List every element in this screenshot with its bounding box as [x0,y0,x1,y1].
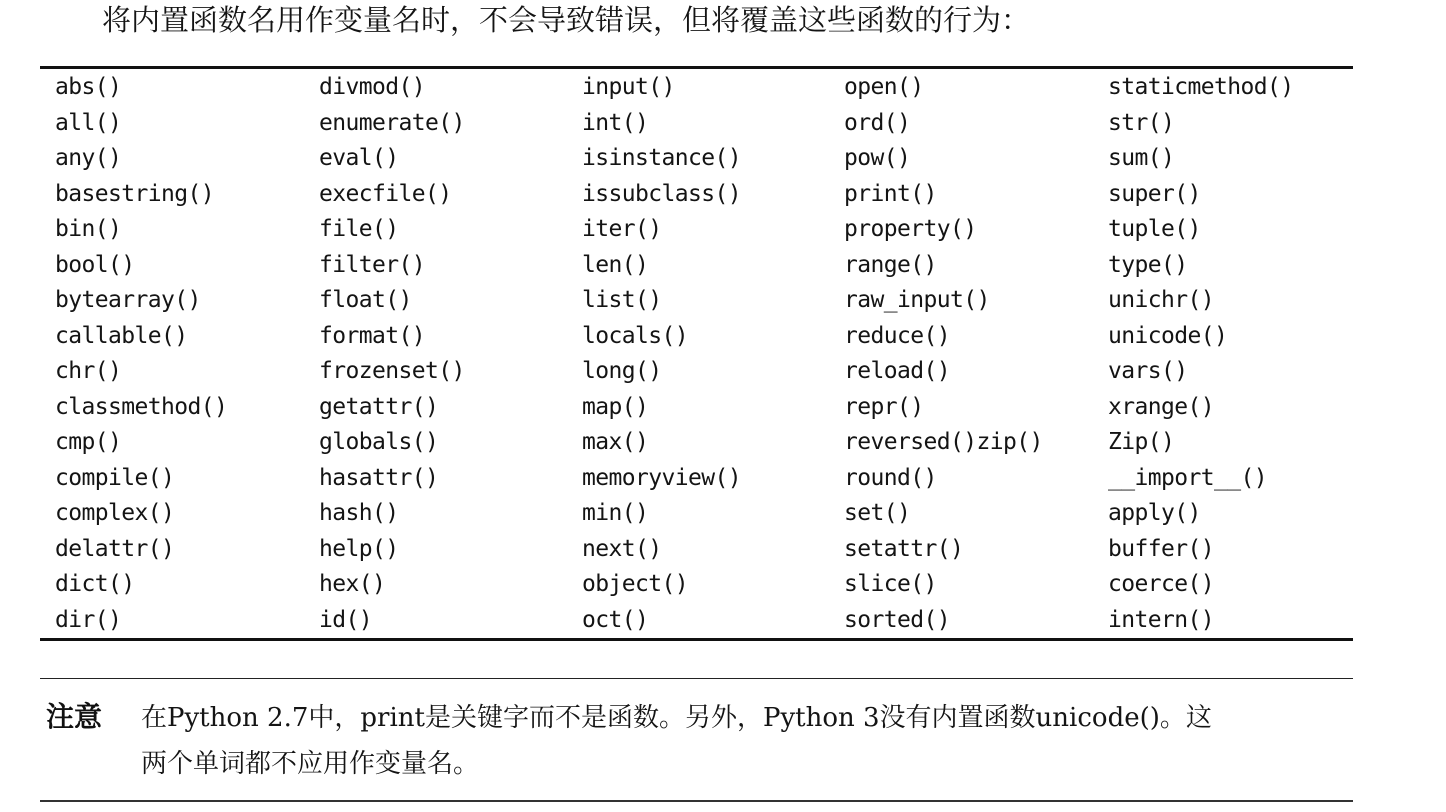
table-cell: Zip() [1108,429,1175,455]
table-cell: reversed()zip() [844,429,1043,455]
table-cell: divmod() [319,74,425,100]
table-cell: hash() [319,500,399,526]
table-cell: long() [582,358,662,384]
table-cell: frozenset() [319,358,465,384]
table-cell: range() [844,251,937,278]
table-cell: enumerate() [319,109,465,136]
table-cell: xrange() [1108,393,1214,420]
table-cell: dir() [55,606,122,633]
table-cell: format() [319,322,425,349]
table-cell: globals() [319,429,439,455]
note-bottom-rule [40,800,1353,802]
table-cell: map() [582,393,649,420]
table-cell: print() [844,180,937,207]
table-cell: callable() [55,322,188,349]
table-cell: abs() [55,74,122,100]
table-cell: hasattr() [319,464,439,491]
table-cell: basestring() [55,180,214,207]
table-cell: all() [55,109,122,136]
table-cell: object() [582,571,688,597]
table-cell: apply() [1108,500,1201,526]
table-cell: vars() [1108,358,1188,384]
table-cell: next() [582,535,662,562]
table-cell: hex() [319,571,386,597]
table-cell: min() [582,500,649,526]
intro-paragraph: 将内置函数名用作变量名时，不会导致错误，但将覆盖这些函数的行为： [102,3,1031,37]
table-cell: dict() [55,571,135,597]
table-cell: locals() [582,322,688,349]
table-cell: input() [582,74,675,100]
table-cell: ord() [844,109,911,136]
table-cell: issubclass() [582,180,741,207]
table-cell: id() [319,606,372,633]
note-top-rule [40,678,1353,679]
table-cell: buffer() [1108,535,1214,562]
table-cell: slice() [844,571,937,597]
table-cell: repr() [844,393,924,420]
table-cell: tuple() [1108,216,1201,242]
table-cell: help() [319,535,399,562]
table-cell: round() [844,464,937,491]
table-cell: complex() [55,500,175,526]
table-cell: setattr() [844,535,964,562]
note-text-line-1: 在Python 2.7中，print是关键字而不是函数。另外，Python 3没有内置函数unicode()。这 [141,703,1212,733]
table-column-2 [319,70,582,638]
table-cell: filter() [319,251,425,278]
table-top-rule [40,66,1353,69]
table-cell: execfile() [319,180,452,207]
table-cell: str() [1108,109,1175,136]
table-bottom-rule [40,638,1353,641]
table-cell: oct() [582,606,649,633]
table-cell: len() [582,251,649,278]
table-cell: any() [55,145,122,171]
table-cell: set() [844,500,911,526]
builtin-functions-table [55,70,1345,638]
table-cell: unicode() [1108,322,1228,349]
table-cell: eval() [319,145,399,171]
table-cell: reload() [844,358,950,384]
table-cell: sorted() [844,606,950,633]
table-cell: max() [582,429,649,455]
table-cell: file() [319,216,399,242]
table-cell: chr() [55,358,122,384]
table-cell: bytearray() [55,287,201,313]
table-cell: getattr() [319,393,439,420]
table-cell: sum() [1108,145,1175,171]
table-cell: property() [844,216,977,242]
table-cell: raw_input() [844,287,990,313]
table-column-3 [582,70,844,638]
table-cell: delattr() [55,535,175,562]
table-cell: reduce() [844,322,950,349]
table-cell: memoryview() [582,464,741,491]
table-cell: compile() [55,464,175,491]
table-cell: __import__() [1108,464,1267,491]
table-cell: float() [319,287,412,313]
note-label: 注意 [46,700,103,733]
table-cell: type() [1108,251,1188,278]
table-cell: iter() [582,216,662,242]
table-cell: coerce() [1108,571,1214,597]
table-cell: open() [844,74,924,100]
table-cell: bool() [55,251,135,278]
table-cell: list() [582,287,662,313]
table-cell: unichr() [1108,287,1214,313]
table-column-1 [55,70,319,638]
note-text-line-2: 两个单词都不应用作变量名。 [141,749,480,779]
table-cell: cmp() [55,429,122,455]
table-column-5 [1108,70,1345,638]
table-cell: intern() [1108,606,1214,633]
table-cell: int() [582,109,649,136]
table-column-4 [844,70,1108,638]
table-cell: isinstance() [582,145,741,171]
table-cell: pow() [844,145,911,171]
table-cell: super() [1108,180,1201,207]
table-cell: bin() [55,216,122,242]
table-cell: classmethod() [55,393,228,420]
table-cell: staticmethod() [1108,74,1294,100]
